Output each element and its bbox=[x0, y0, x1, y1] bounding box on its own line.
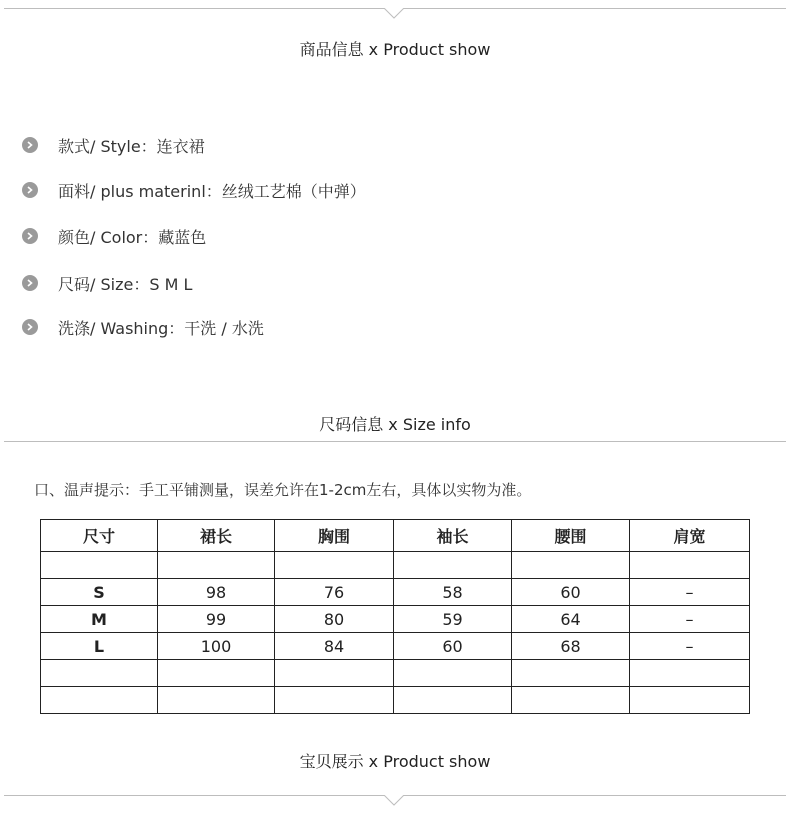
header-cell: 胸围 bbox=[275, 520, 394, 552]
chevron-right-icon bbox=[22, 228, 38, 244]
table-cell: – bbox=[630, 633, 750, 660]
table-row bbox=[41, 606, 750, 633]
table-cell: 59 bbox=[394, 606, 512, 633]
table-cell bbox=[158, 687, 275, 714]
header-cell: 腰围 bbox=[512, 520, 630, 552]
table-row bbox=[41, 633, 750, 660]
measurement-note: 口、温声提示：手工平铺测量，误差允许在1-2cm左右，具体以实物为准。 bbox=[34, 481, 532, 499]
table-cell: – bbox=[630, 606, 750, 633]
table-cell bbox=[41, 660, 158, 687]
spec-label: 面料/ plus materinl：丝绒工艺棉（中弹） bbox=[58, 181, 366, 201]
header-cell: 肩宽 bbox=[630, 520, 750, 552]
table-cell: L bbox=[41, 633, 158, 660]
table-cell: 99 bbox=[158, 606, 275, 633]
table-cell bbox=[512, 687, 630, 714]
chevron-right-icon bbox=[22, 319, 38, 335]
table-cell bbox=[630, 687, 750, 714]
spec-label: 款式/ Style：连衣裙 bbox=[58, 136, 205, 156]
table-cell bbox=[41, 552, 158, 579]
spec-item bbox=[22, 179, 366, 201]
table-cell: 80 bbox=[275, 606, 394, 633]
table-cell bbox=[158, 552, 275, 579]
table-cell bbox=[394, 552, 512, 579]
section-title-size-info: 尺码信息 x Size info bbox=[319, 415, 471, 434]
table-cell: S bbox=[41, 579, 158, 606]
size-table bbox=[40, 519, 750, 714]
table-cell: 100 bbox=[158, 633, 275, 660]
table-cell bbox=[512, 552, 630, 579]
size-info-divider bbox=[4, 441, 786, 442]
table-row bbox=[41, 660, 750, 687]
table-cell bbox=[275, 552, 394, 579]
table-cell bbox=[630, 552, 750, 579]
table-row bbox=[41, 579, 750, 606]
table-cell: 98 bbox=[158, 579, 275, 606]
divider-notch-icon bbox=[384, 795, 404, 807]
header-cell: 尺寸 bbox=[41, 520, 158, 552]
table-cell: – bbox=[630, 579, 750, 606]
table-cell bbox=[630, 660, 750, 687]
header-cell: 裙长 bbox=[158, 520, 275, 552]
table-cell: 68 bbox=[512, 633, 630, 660]
table-cell bbox=[275, 687, 394, 714]
spec-item bbox=[22, 134, 205, 156]
table-cell bbox=[394, 660, 512, 687]
table-row bbox=[41, 687, 750, 714]
spec-item bbox=[22, 225, 206, 247]
table-cell bbox=[158, 660, 275, 687]
table-cell: 76 bbox=[275, 579, 394, 606]
table-cell: M bbox=[41, 606, 158, 633]
table-cell: 84 bbox=[275, 633, 394, 660]
spec-item bbox=[22, 272, 192, 294]
divider-notch-icon bbox=[384, 8, 404, 20]
table-cell: 64 bbox=[512, 606, 630, 633]
table-cell bbox=[41, 687, 158, 714]
spec-label: 尺码/ Size：S M L bbox=[58, 274, 193, 294]
table-cell bbox=[275, 660, 394, 687]
table-cell: 60 bbox=[394, 633, 512, 660]
section-title-product-show: 宝贝展示 x Product show bbox=[299, 752, 491, 771]
spec-item bbox=[22, 316, 264, 338]
chevron-right-icon bbox=[22, 182, 38, 198]
table-cell bbox=[394, 687, 512, 714]
table-row bbox=[41, 552, 750, 579]
section-title-product-info: 商品信息 x Product show bbox=[299, 40, 491, 59]
table-cell: 58 bbox=[394, 579, 512, 606]
table-cell: 60 bbox=[512, 579, 630, 606]
header-cell: 袖长 bbox=[394, 520, 512, 552]
spec-label: 颜色/ Color：藏蓝色 bbox=[58, 227, 207, 247]
chevron-right-icon bbox=[22, 137, 38, 153]
table-cell bbox=[512, 660, 630, 687]
chevron-right-icon bbox=[22, 275, 38, 291]
table-header-row bbox=[41, 520, 750, 552]
spec-label: 洗涤/ Washing：干洗 / 水洗 bbox=[58, 318, 264, 338]
